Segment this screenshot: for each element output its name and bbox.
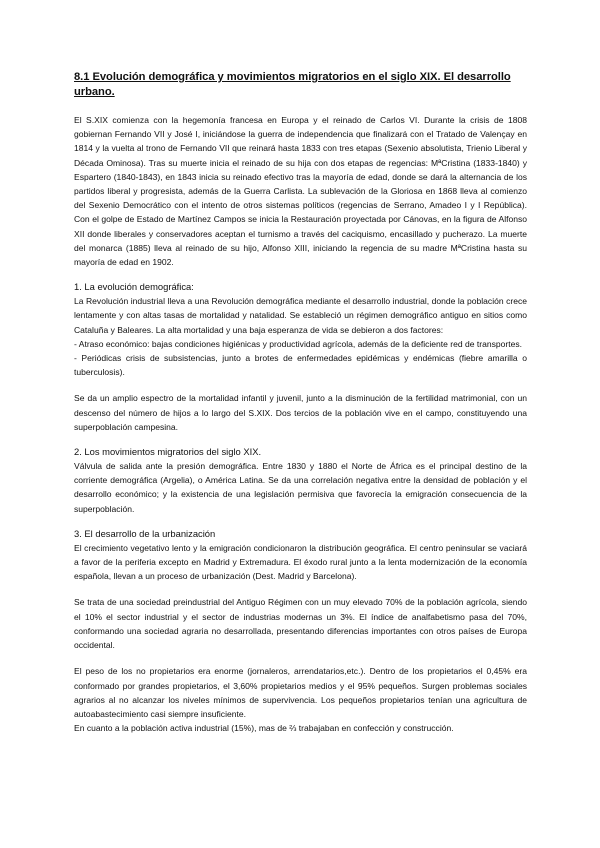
section2-heading: 2. Los movimientos migratorios del siglo XIX. [74, 446, 262, 458]
document-page [74, 70, 527, 735]
section1-bullet-1: - Atraso económico: bajas condiciones higiénicas y productividad agrícola, además de la deficiente red de transportes. [74, 338, 523, 349]
section1-paragraph-2: Se da un amplio espectro de la mortalidad infantil y juvenil, junto a la disminución de la fertilidad matrimonial, con un descenso del número de hijos a lo largo del S.XIX. Dos tercios de la población vive en el campo, constituyendo una superpoblación campesina. [74, 393, 527, 432]
section3-paragraph-3: El peso de los no propietarios era enorme (jornaleros, arrendatarios,etc.). Dentro de los propietarios el 0,45% era conformado por grandes propietarios, el 3,60% propietarios medios y el 95% pequeños. Surgen problemas sociales agrarios al no alcanzar los niveles mínimos de supervivencia. Los pequeños propietarios tenían una agricultura de autoabastecimiento casi siempre insuficiente. [74, 666, 527, 719]
section2-paragraph: Válvula de salida ante la presión demográfica. Entre 1830 y 1880 el Norte de África es el principal destino de la corriente demográfica (Argelia), o América Latina. Se da una correlación negativa entre la densidad de población y el desarrollo económico; y la existencia de una legislación permisiva que favorecía la emigración consecuencia de la superpoblación. [74, 461, 527, 514]
section1-heading: 1. La evolución demográfica: [74, 281, 194, 293]
intro-paragraph: El S.XIX comienza con la hegemonía francesa en Europa y el reinado de Carlos VI. Durante la crisis de 1808 gobiernan Fernando VII y José I, iniciándose la guerra de independencia que finalizará con el Tratado de Valençay en 1814 y la vuelta al trono de Fernando VII que reinará hasta 1833 con tres etapas (Sexenio absolutista, Trienio Liberal y Década Ominosa). Tras su muerte inicia el reinado de su hija con dos etapas de regencias: MªCristina (1833-1840) y Espartero (1840-1843), en 1843 inicia su reinado efectivo tras la mayoría de edad, donde se dará la alternancia de los partidos liberal y progresista, además de la Guerra Carlista. La sublevación de la Gloriosa en 1868 lleva al comienzo del Sexenio Democrático con el intento de otros sistemas políticos (regencias de Serrano, Amadeo I y I República). Con el golpe de Estado de Martínez Campos se inicia la Restauración proyectada por Cánovas, en la figura de Alfonso XII donde liberales y conservadores aceptan el turnismo a través del caciquismo, encasillado y pucherazo. La muerte del monarca (1885) lleva al reinado de su hijo, Alfonso XIII, iniciando la regencia de su madre MªCristina hasta su mayoría de edad en 1902. [74, 115, 527, 268]
document-title: 8.1 Evolución demográfica y movimientos migratorios en el siglo XIX. El desarrollo urbano. [74, 71, 511, 98]
section3-paragraph-1: El crecimiento vegetativo lento y la emigración condicionaron la distribución geográfica. El centro peninsular se vaciará a favor de la periferia excepto en Madrid y Extremadura. El éxodo rural junto a la lenta modernización de la economía española, llevan a un proceso de urbanización (Dest. Madrid y Barcelona). [74, 542, 527, 582]
section3-paragraph-2: Se trata de una sociedad preindustrial del Antiguo Régimen con un muy elevado 70% de la población agrícola, siendo el 10% el sector industrial y el sector de industrias modernas un 3%. El índice de analfabetismo pasa del 70%, conformando una sociedad agraria no desarrollada, presentando diferencias importantes con otros países de Europa occidental. [74, 597, 527, 651]
section1-paragraph: La Revolución industrial lleva a una Revolución demográfica mediante el desarrollo industrial, donde la población crece lentamente y con altas tasas de mortalidad y natalidad. Se estableció un régimen demográfico antiguo en sitios como Cataluña y Baleares. La alta mortalidad y una baja esperanza de vida se debieron a dos factores: [74, 296, 527, 335]
section3-heading: 3. El desarrollo de la urbanización [74, 527, 216, 539]
section1-bullet-2: - Periódicas crisis de subsistencias, junto a brotes de enfermedades epidémicas y endémicas (fiebre amarilla o tuberculosis). [74, 353, 527, 378]
section3-paragraph-4: En cuanto a la población activa industrial (15%), mas de ⅔ trabajaban en confección y construcción. [74, 723, 454, 734]
